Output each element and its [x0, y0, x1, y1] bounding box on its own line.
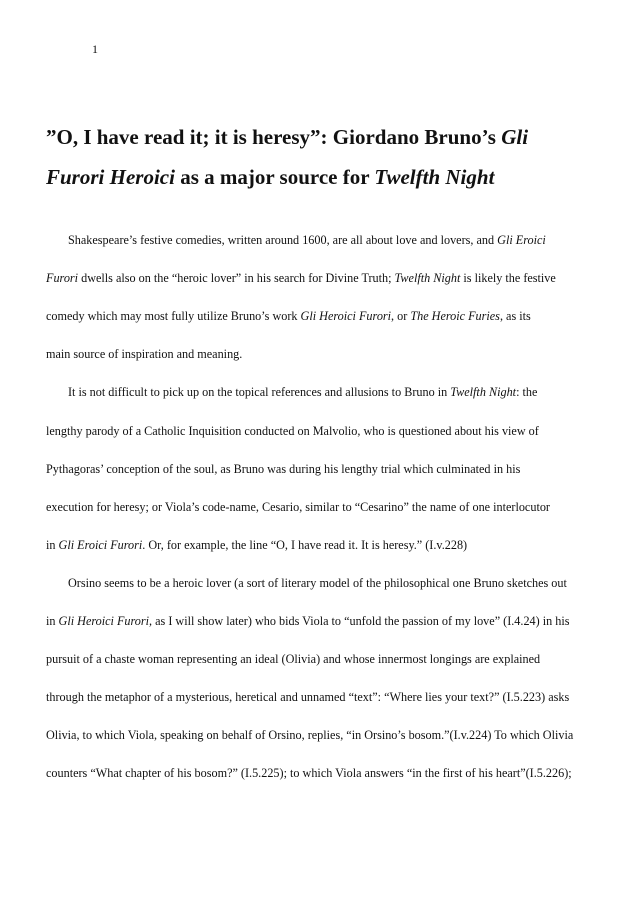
text-run: pursuit of a chaste woman representing an ideal (Olivia) and whose innermost longings are explained [46, 652, 541, 667]
text-line [68, 384, 608, 400]
text-line [46, 689, 606, 705]
italic-text: Gli Eroici Furori [58, 537, 143, 552]
italic-text: Gli Eroici [497, 233, 546, 247]
text-line [46, 537, 606, 553]
text-run: as I will show later) who bids Viola to “unfold the passion of my love” (I.4.24) in his [152, 614, 570, 628]
text-run: comedy which may most fully utilize Bruno’s work [46, 309, 301, 324]
text-line [46, 765, 606, 781]
text-run: execution for heresy; or Viola’s code-name, Cesario, similar to “Cesarino” the name of one interlocutor [46, 499, 550, 514]
text-run: : the [516, 385, 538, 400]
text-line [68, 232, 608, 248]
text-line [46, 423, 606, 439]
italic-text: Twelfth Night [394, 271, 461, 286]
text-line [46, 499, 606, 515]
text-run: in [46, 537, 59, 552]
text-run: through the metaphor of a mysterious, heretical and unnamed “text”: “Where lies your text?” (I.5.223) asks [46, 690, 570, 705]
italic-text: Furori [46, 271, 79, 286]
text-run: as a major source for [174, 165, 375, 189]
text-run: lengthy parody of a Catholic Inquisition conducted on Malvolio, who is questioned about his view of [46, 423, 539, 438]
text-run: dwells also on the “heroic lover” in his search for Divine Truth; [78, 271, 395, 286]
text-run: Shakespeare’s festive comedies, written around 1600, are all about love and lovers, and [68, 233, 498, 247]
title-line-1 [46, 117, 606, 157]
text-run: Orsino seems to be a heroic lover (a sort of literary model of the philosophical one Bruno sketches out [68, 575, 567, 590]
page-number: 1 [92, 42, 98, 56]
paper-title [46, 117, 606, 197]
text-line [46, 651, 606, 667]
text-run: ”O, I have read it; it is heresy”: Giordano Bruno’s [46, 125, 502, 149]
text-line [46, 346, 606, 362]
italic-text: Gli [501, 125, 529, 149]
text-run: , or [391, 309, 411, 324]
italic-text: Furori Heroici [46, 165, 175, 189]
italic-text: Gli Heroici Furori [300, 309, 392, 324]
italic-text: Gli Heroici Furori, [58, 614, 153, 628]
italic-text: The Heroic Furies [410, 309, 500, 324]
text-line [46, 270, 606, 286]
text-run: It is not difficult to pick up on the topical references and allusions to Bruno in [68, 385, 451, 400]
text-line [46, 461, 606, 477]
text-line [46, 308, 606, 324]
text-run: , as its [499, 309, 531, 324]
text-run: counters “What chapter of his bosom?” (I.5.225); to which Viola answers “in the first of his heart”(I.5.226); [46, 766, 572, 781]
text-run: main source of inspiration and meaning. [46, 347, 243, 362]
text-line [68, 575, 608, 591]
text-run: Pythagoras’ conception of the soul, as Bruno was during his lengthy trial which culminated in his [46, 461, 521, 476]
text-run: is likely the festive [460, 271, 556, 286]
text-line [46, 727, 606, 743]
text-run: in [46, 614, 59, 628]
text-run: Olivia, to which Viola, speaking on behalf of Orsino, replies, “in Orsino’s bosom.”(I.v.224) To which Olivia [46, 728, 574, 743]
text-line [46, 613, 606, 629]
italic-text: Twelfth Night [450, 385, 517, 400]
title-line-2 [46, 157, 606, 197]
italic-text: Twelfth Night [374, 165, 495, 189]
text-run: . Or, for example, the line “O, I have read it. It is heresy.” (I.v.228) [142, 537, 468, 552]
